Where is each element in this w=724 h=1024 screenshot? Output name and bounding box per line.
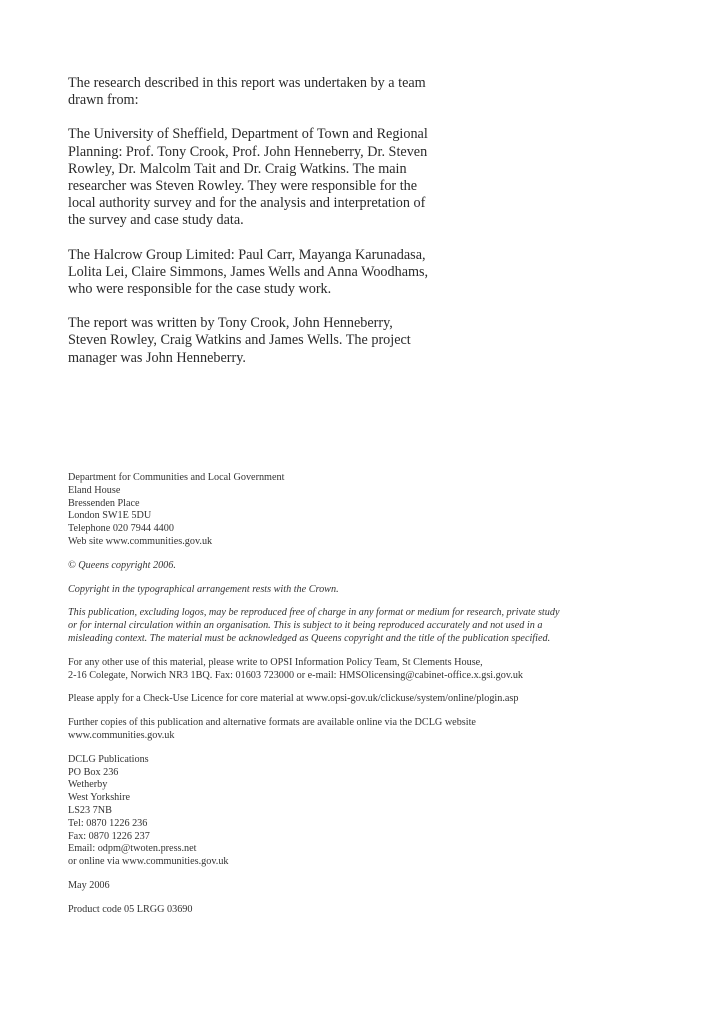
publisher-address: Department for Communities and Local Government Eland House Bressenden Place London SW1E 5DU Telephone 020 7944 4400 Web site www.communities.gov.uk [68, 472, 285, 547]
authors-paragraph: The report was written by Tony Crook, John Henneberry, Steven Rowley, Craig Watkins and James Wells. The project manager was John Henneberry. [68, 315, 411, 366]
copyright-notice: © Queens copyright 2006. [68, 559, 176, 571]
product-code: Product code 05 LRGG 03690 [68, 903, 193, 915]
publication-date: May 2006 [68, 879, 110, 891]
research-team-section [68, 75, 498, 384]
licence-terms: This publication, excluding logos, may be reproduced free of charge in any format or medium for research, private study or for internal circulation within an organisation. This is subject to it being reproduced accurately and not used in a misleading context. The material must be acknowledged as Queens copyright and the title of the publication specified. [68, 607, 560, 644]
further-copies-notice: Further copies of this publication and alternative formats are available online via the DCLG website www.communities.gov.uk [68, 717, 476, 741]
dclg-publications-address: DCLG Publications PO Box 236 Wetherby West Yorkshire LS23 7NB Tel: 0870 1226 236 Fax: 0870 1226 237 Email: odpm@twoten.press.net or online via www.communities.gov.uk [68, 753, 229, 868]
click-use-notice: Please apply for a Check-Use Licence for core material at www.opsi-gov.uk/clickuse/system/online/plogin.asp [68, 693, 519, 705]
intro-paragraph: The research described in this report was undertaken by a team drawn from: [68, 75, 426, 109]
typographical-notice: Copyright in the typographical arrangement rests with the Crown. [68, 583, 339, 595]
sheffield-paragraph: The University of Sheffield, Department of Town and Regional Planning: Prof. Tony Crook, Prof. John Henneberry, Dr. Steven Rowley, Dr. Malcolm Tait and Dr. Craig Watkins. The main researcher was Steven Rowley. They were responsible for the local authority survey and for the analysis and interpretation of the survey and case study data. [68, 126, 428, 229]
publisher-information [68, 472, 688, 928]
other-use-notice: For any other use of this material, please write to OPSI Information Policy Team, St Clements House, 2-16 Colegate, Norwich NR3 1BQ. Fax: 01603 723000 or e-mail: HMSOlicensing@cabinet-office.x.gsi.gov.uk [68, 656, 524, 681]
halcrow-paragraph: The Halcrow Group Limited: Paul Carr, Mayanga Karunadasa, Lolita Lei, Claire Simmons, James Wells and Anna Woodhams, who were responsible for the case study work. [68, 246, 429, 298]
